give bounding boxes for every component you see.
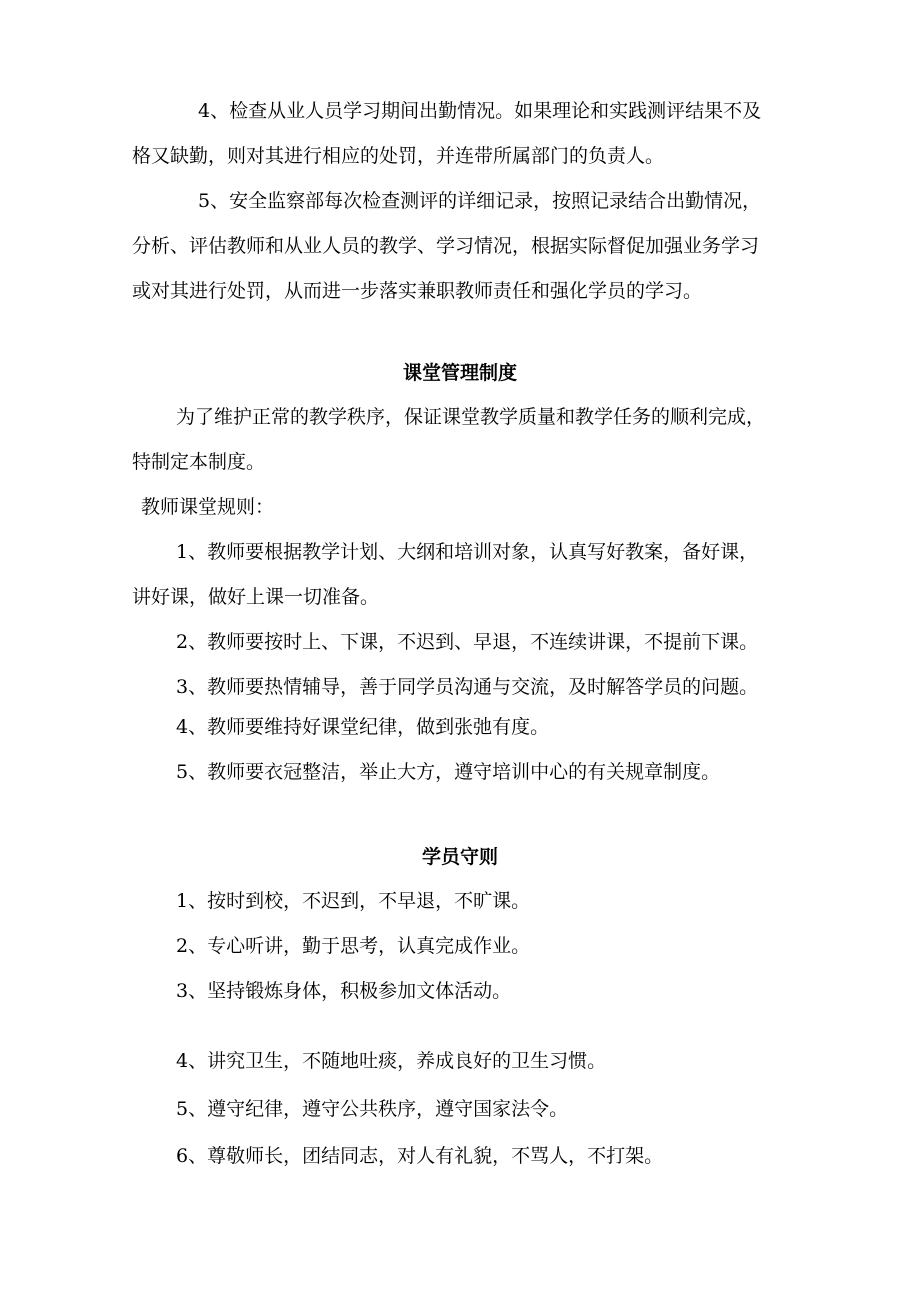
teacher-rule-1-line-1: 1、教师要根据教学计划、大纲和培训对象，认真写好教案，备好课， [176, 541, 759, 563]
section1-intro-line-2: 特制定本制度。 [132, 451, 266, 473]
intro-item-4-line-2: 格又缺勤，则对其进行相应的处罚，并连带所属部门的负责人。 [132, 145, 665, 167]
section-title-student-rules: 学员守则 [421, 846, 498, 868]
intro-item-4-line-1: 4、检查从业人员学习期间出勤情况。如果理论和实践测评结果不及 [198, 100, 762, 122]
intro-item-5-line-3: 或对其进行处罚，从而进一步落实兼职教师责任和强化学员的学习。 [132, 280, 703, 302]
student-rule-6: 6、尊敬师长，团结同志，对人有礼貌，不骂人，不打架。 [176, 1145, 664, 1167]
teacher-rule-3: 3、教师要热情辅导，善于同学员沟通与交流，及时解答学员的问题。 [176, 676, 759, 698]
section1-subheading: 教师课堂规则： [141, 496, 275, 518]
teacher-rule-4: 4、教师要维持好课堂纪律，做到张弛有度。 [176, 716, 550, 738]
intro-item-5-line-1: 5、安全监察部每次检查测评的详细记录，按照记录结合出勤情况， [198, 190, 762, 212]
student-rule-2: 2、专心听讲，勤于思考，认真完成作业。 [176, 935, 531, 957]
teacher-rule-1-line-2: 讲好课，做好上课一切准备。 [132, 586, 380, 608]
student-rule-3: 3、坚持锻炼身体，积极参加文体活动。 [176, 980, 512, 1002]
section-title-classroom-management: 课堂管理制度 [402, 362, 517, 384]
student-rule-4: 4、讲究卫生，不随地吐痰，养成良好的卫生习惯。 [176, 1050, 607, 1072]
section1-intro-line-1: 为了维护正常的教学秩序，保证课堂教学质量和教学任务的顺利完成， [176, 406, 766, 428]
student-rule-5: 5、遵守纪律，遵守公共秩序，遵守国家法令。 [176, 1098, 569, 1120]
intro-item-5-line-2: 分析、评估教师和从业人员的教学、学习情况，根据实际督促加强业务学习 [132, 235, 760, 257]
teacher-rule-5: 5、教师要衣冠整洁，举止大方，遵守培训中心的有关规章制度。 [176, 761, 721, 783]
student-rule-1: 1、按时到校，不迟到，不早退，不旷课。 [176, 890, 531, 912]
teacher-rule-2: 2、教师要按时上、下课，不迟到、早退，不连续讲课，不提前下课。 [176, 631, 759, 653]
